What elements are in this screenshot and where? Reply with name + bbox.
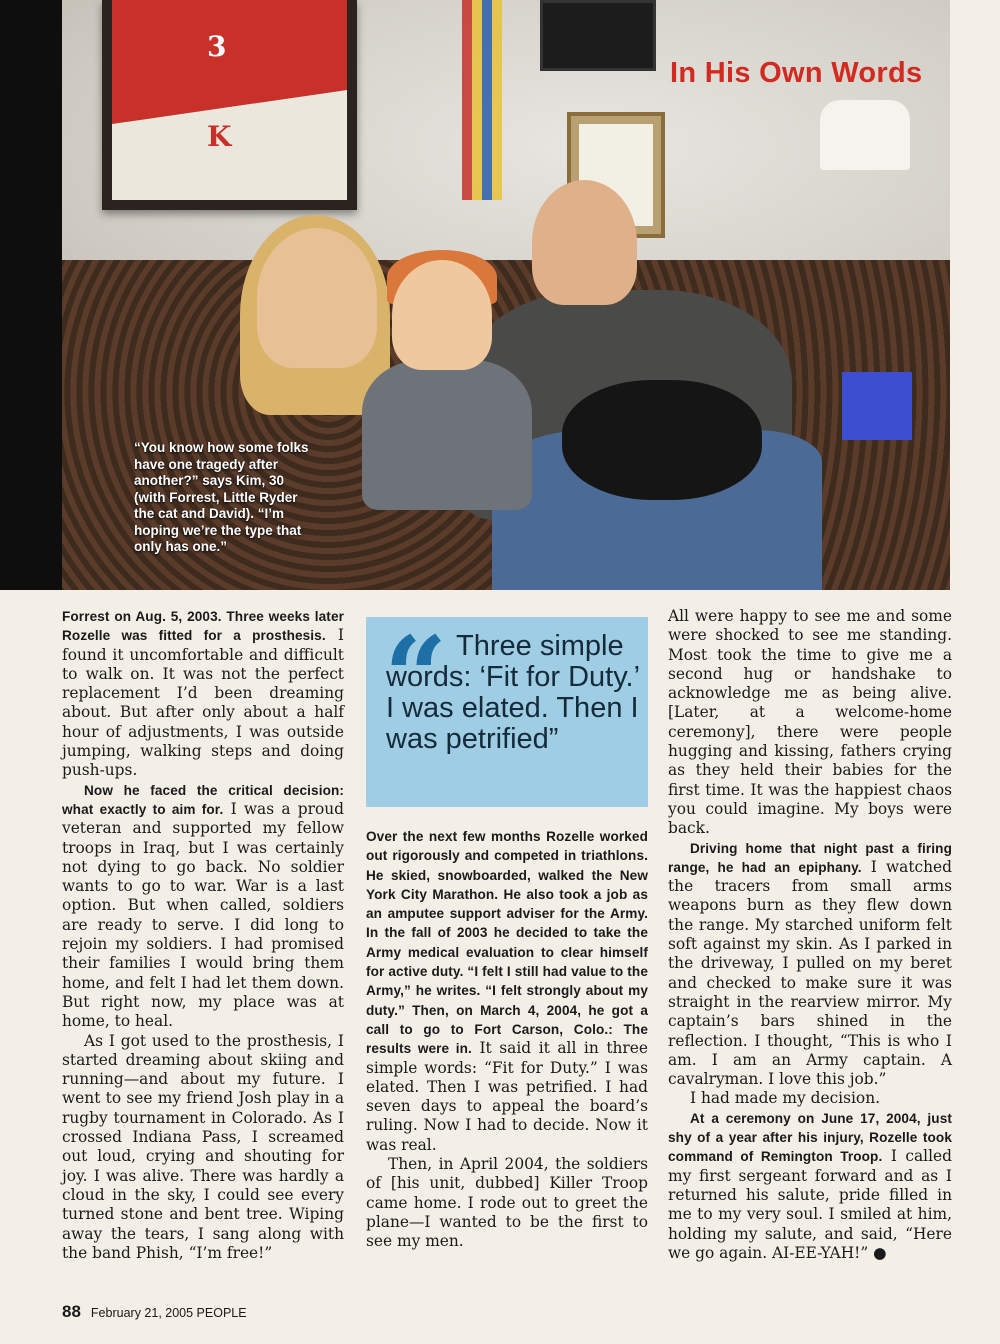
- paragraph: At a ceremony on June 17, 2004, just shy of a year after his injury, Rozelle took command of Remington Troop. I called my first sergeant forward and as I returned his salute, pride filled in me to my very soul. I smiled at him, holding my salute, and said, “Here we go again. AI-EE-YAH!” ●: [668, 1110, 952, 1262]
- pull-quote: [366, 612, 648, 807]
- issue-line: February 21, 2005 PEOPLE: [90, 1306, 247, 1320]
- framed-cavalry-flag: [102, 0, 357, 210]
- section-headline: In His Own Words: [670, 57, 923, 89]
- paragraph: I had made my decision.: [690, 1089, 881, 1108]
- lamp-shade: [820, 100, 910, 170]
- paragraph: Over the next few months Rozelle worked out rigorously and competed in triathlons. He skied, snowboarded, walked the New York City Marathon. He also took a job as an amputee support adviser for the Army. In the fall of 2003 he decided to take the Army medical evaluation to clear himself for active duty. “I felt I still had value to the Army,” he writes. “I felt strongly about my duty.” Then, on March 4, 2004, he got a call to go to Fort Carson, Colo.: The results were in. It said it all in three simple words: “Fit for Duty.” I was elated. Then I was petrified. I had seven days to appeal the board’s ruling. Now I had to decide. Now it was real.: [366, 829, 648, 1154]
- child-hoodie: [362, 360, 532, 510]
- cat: [562, 380, 762, 500]
- paragraph: All were happy to see me and some were shocked to see me standing. Most took the time to give me a second hug or handshake to acknowledge me as being alive. [Later, at a welcome-home ceremony], there were people hugging and kissing, fathers crying as they held their babies for the first time. It was the happiest chaos you could imagine. My boys were back.: [668, 607, 952, 838]
- flag-letter: 3: [207, 30, 227, 63]
- page-gutter: [0, 0, 62, 590]
- woman-face: [257, 228, 377, 368]
- flag-letter: K: [207, 120, 232, 153]
- child-face: [392, 260, 492, 370]
- quote-mark: “: [384, 612, 448, 741]
- article-column-2: [366, 827, 648, 1252]
- man-face: [532, 180, 637, 305]
- paragraph: Now he faced the critical decision: what exactly to aim for. I was a proud veteran and supported my fellow troops in Iraq, but I was certainly not dying to go back. No soldier wants to go to war. War is a last option. But when called, soldiers are ready to serve. I did long to rejoin my soldiers. I had promised their families I would bring them home, and felt I had let them down. But right now, my place was at home, to heal.: [62, 782, 345, 1031]
- photo-caption: “You know how some folks have one tragedy after another?” says Kim, 30 (with Forrest, Little Ryder the cat and David). “I’m hoping we’re the type that only has one.”: [134, 440, 309, 554]
- flag-letter: 3: [207, 75, 227, 108]
- article-column-3: [668, 607, 952, 1263]
- paragraph: As I got used to the prosthesis, I started dreaming about skiing and running—and about my future. I went to see my friend Josh play in a rugby tournament in Colorado. As I crossed Indiana Pass, I screamed out loud, crying and shouting for joy. I was alive. There was hardly a cloud in the sky, I could see every turned stone and bent tree. Wiping away the tears, I sang along with the band Phish, “I’m free!”: [62, 1031, 344, 1262]
- page-footer: [62, 1302, 247, 1322]
- paragraph: Then, in April 2004, the soldiers of [his unit, dubbed] Killer Troop came home. I rode out to greet the plane—I wanted to be the first to see my men.: [366, 1155, 648, 1251]
- medal-ribbons: [462, 0, 502, 200]
- page-number: 88: [62, 1302, 81, 1321]
- article-column-1: [62, 607, 344, 1263]
- paragraph: Forrest on Aug. 5, 2003. Three weeks later Rozelle was fitted for a prosthesis. I found it uncomfortable and difficult to walk on. It was not the perfect replacement I’d been dreaming about. But after only about a half hour of adjustments, I was outside jumping, walking steps and doing push-ups.: [62, 609, 344, 780]
- shape-sorter-toy: [842, 372, 912, 440]
- framed-medals: [540, 0, 656, 71]
- pull-quote-text: Three simple words: ‘Fit for Duty.’ I was elated. Then I was petrified”: [386, 630, 639, 755]
- paragraph: Driving home that night past a firing range, he had an epiphany. I watched the tracers from small arms weapons burn as they flew down the range. My starched uniform felt soft against my skin. As I parked in the driveway, I pulled on my beret and checked to make sure it was straight in the rearview mirror. My captain’s bars shined in the reflection. I thought, “This is who I am. I am an Army captain. A cavalryman. I love this job.”: [668, 840, 952, 1089]
